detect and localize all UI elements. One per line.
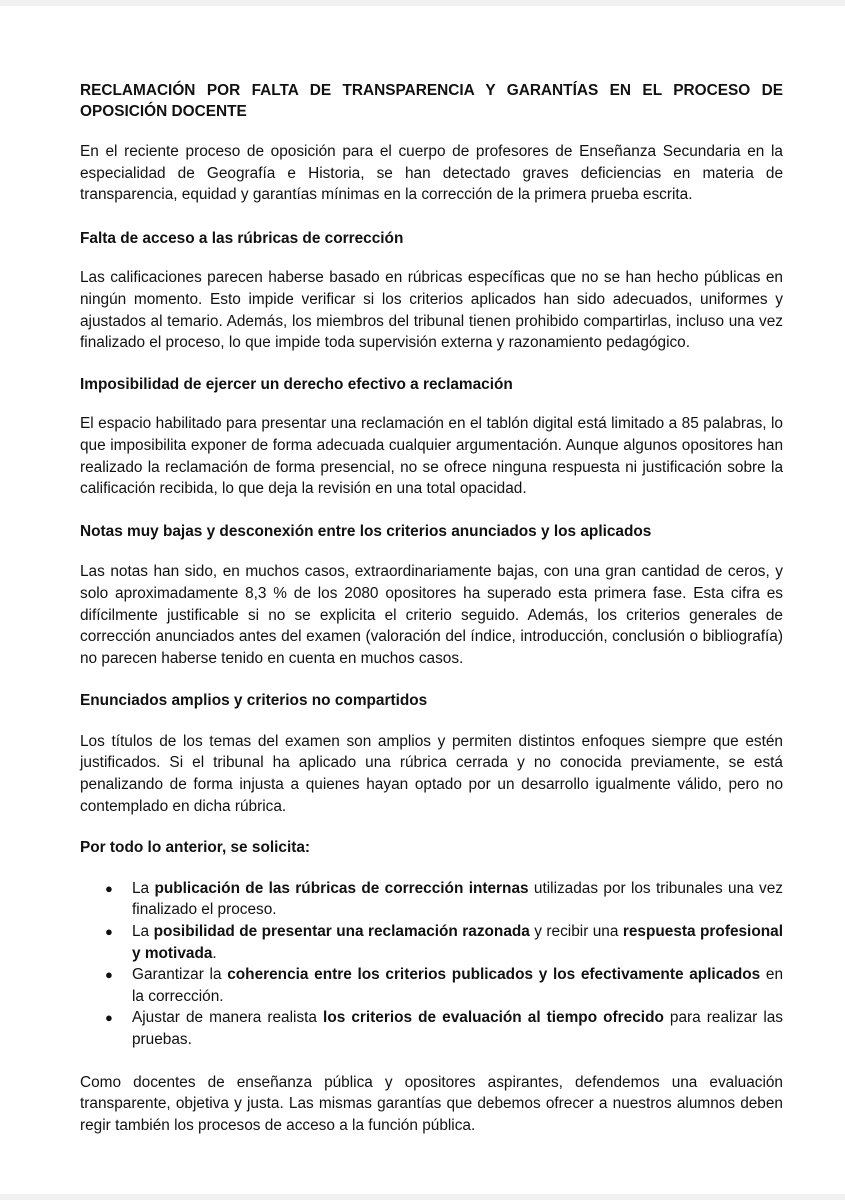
requests-list xyxy=(80,878,783,1051)
section-body-claims: El espacio habilitado para presentar una reclamación en el tablón digital está limitado a 85 palabras, lo que imposibilita exponer de forma adecuada cualquier argumentación. Aunque algunos opositores han realizado la reclamación de forma presencial, no se ofrece ninguna respuesta ni justificación sobre la calificación recibida, lo que deja la revisión en una total opacidad. xyxy=(80,415,783,498)
bullet-icon: ● xyxy=(105,880,113,896)
intro-paragraph: En el reciente proceso de oposición para el cuerpo de profesores de Enseñanza Secundaria en la especialidad de Geografía e Historia, se han detectado graves deficiencias en materia de transparencia, equidad y garantías mínimas en la corrección de la primera prueba escrita. xyxy=(80,143,783,204)
section-heading-rubrics: Falta de acceso a las rúbricas de corrección xyxy=(80,229,404,247)
section-heading-grades: Notas muy bajas y desconexión entre los criterios anunciados y los aplicados xyxy=(80,522,652,540)
requests-heading: Por todo lo anterior, se solicita: xyxy=(80,839,311,857)
request-item: ● Ajustar de manera realista los criterios de evaluación al tiempo ofrecido para realizar las pruebas. xyxy=(105,1009,783,1048)
section-heading-claims: Imposibilidad de ejercer un derecho efectivo a reclamación xyxy=(80,375,513,393)
bullet-icon: ● xyxy=(105,924,113,940)
document-page xyxy=(0,6,845,1194)
closing-paragraph: Como docentes de enseñanza pública y opositores aspirantes, defendemos una evaluación transparente, objetiva y justa. Las mismas garantías que debemos ofrecer a nuestros alumnos deben regir también los procesos de acceso a la función pública. xyxy=(80,1073,783,1134)
request-item: ● Garantizar la coherencia entre los criterios publicados y los efectivamente aplicados en la corrección. xyxy=(105,966,784,1005)
document-title: RECLAMACIÓN POR FALTA DE TRANSPARENCIA Y GARANTÍAS EN EL PROCESO DE OPOSICIÓN DOCENTE xyxy=(80,82,783,120)
request-item: ● La posibilidad de presentar una reclamación razonada y recibir una respuesta profesional y motivada. xyxy=(105,923,783,962)
section-body-statements: Los títulos de los temas del examen son amplios y permiten distintos enfoques siempre que estén justificados. Si el tribunal ha aplicado una rúbrica cerrada y no conocida previamente, se está penalizando de forma injusta a quienes hayan optado por un desarrollo igualmente válido, pero no contemplado en dicha rúbrica. xyxy=(80,732,783,815)
section-body-rubrics: Las calificaciones parecen haberse basado en rúbricas específicas que no se han hecho públicas en ningún momento. Esto impide verificar si los criterios aplicados han sido adecuados, uniformes y ajustados al temario. Además, los miembros del tribunal tienen prohibido compartirlas, incluso una vez finalizado el proceso, lo que impide toda supervisión externa y razonamiento pedagógico. xyxy=(80,269,783,352)
bullet-icon: ● xyxy=(105,1010,113,1026)
section-body-grades: Las notas han sido, en muchos casos, extraordinariamente bajas, con una gran cantidad de ceros, y solo aproximadamente 8,3 % de los 2080 opositores ha superado esta primera fase. Esta cifra es difícilmente justificable si no se explicita el criterio seguido. Además, los criterios generales de corrección anunciados antes del examen (valoración del índice, introducción, conclusión o bibliografía) no parecen haberse tenido en cuenta en muchos casos. xyxy=(80,563,783,667)
bullet-icon: ● xyxy=(105,967,113,983)
section-heading-statements: Enunciados amplios y criterios no compartidos xyxy=(80,692,428,710)
request-item: ● La publicación de las rúbricas de corrección internas utilizadas por los tribunales una vez finalizado el proceso. xyxy=(105,879,783,919)
